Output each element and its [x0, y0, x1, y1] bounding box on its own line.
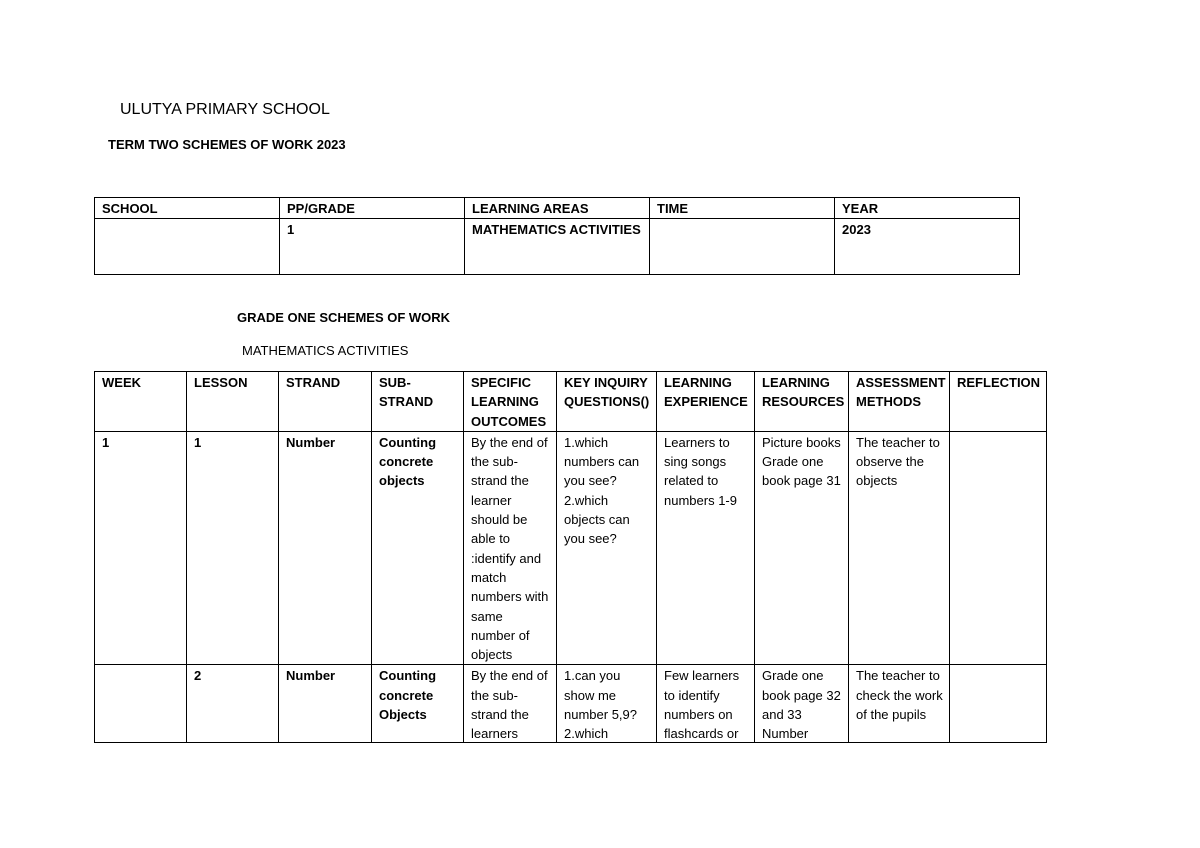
cell-week: 1: [95, 431, 187, 665]
cell-strand-text: Number: [286, 668, 336, 684]
cell-learning-outcomes: [464, 665, 557, 743]
info-value-school: [95, 219, 280, 275]
subject-title: MATHEMATICS ACTIVITIES: [242, 343, 409, 358]
info-header-time: TIME: [650, 198, 835, 219]
cell-learning-outcomes-text: By the end of the sub-strand the learners: [471, 668, 548, 742]
header-learning-experience: LEARNING EXPERIENCE: [657, 372, 755, 432]
info-value-year: 2023: [835, 219, 1020, 275]
header-sub-strand: SUB-STRAND: [372, 372, 464, 432]
cell-key-questions: [557, 665, 657, 743]
cell-week-text: [102, 666, 180, 742]
cell-lesson: 1: [187, 431, 279, 665]
school-info-table: [94, 197, 1020, 275]
info-value-row: [95, 219, 1020, 275]
cell-learning-experience: [657, 665, 755, 743]
info-header-year: YEAR: [835, 198, 1020, 219]
header-reflection: REFLECTION: [950, 372, 1047, 432]
cell-sub-strand: [372, 665, 464, 743]
table-header-row: [95, 372, 1047, 432]
cell-strand: [279, 665, 372, 743]
header-assessment-methods: ASSESSMENT METHODS: [849, 372, 950, 432]
header-strand: STRAND: [279, 372, 372, 432]
header-week: WEEK: [95, 372, 187, 432]
header-specific-learning-outcomes: SPECIFIC LEARNING OUTCOMES: [464, 372, 557, 432]
cell-learning-outcomes: By the end of the sub-strand the learner should be able to :identify and match numbers with same number of objects: [464, 431, 557, 665]
table-row: [95, 665, 1047, 743]
cell-sub-strand-text: Counting concrete Objects: [379, 668, 437, 723]
cell-reflection: [950, 665, 1047, 743]
cell-lesson-text: 2: [194, 668, 202, 684]
term-title: TERM TWO SCHEMES OF WORK 2023: [108, 137, 346, 152]
cell-reflection-text: [957, 666, 1040, 742]
info-value-grade: 1: [280, 219, 465, 275]
info-header-school: SCHOOL: [95, 198, 280, 219]
cell-learning-experience-text: Few learners to identify numbers on flashcards or: [664, 668, 740, 742]
info-value-learning-areas: MATHEMATICS ACTIVITIES: [465, 219, 650, 275]
cell-assessment-methods: The teacher to observe the objects: [849, 431, 950, 665]
table-row: [95, 431, 1047, 665]
cell-learning-resources: [755, 665, 849, 743]
header-lesson: LESSON: [187, 372, 279, 432]
header-key-inquiry-questions: KEY INQUIRY QUESTIONS(): [557, 372, 657, 432]
cell-assessment-methods: [849, 665, 950, 743]
cell-learning-experience: Learners to sing songs related to numbers 1-9: [657, 431, 755, 665]
cell-strand: Number: [279, 431, 372, 665]
cell-reflection: [950, 431, 1047, 665]
info-header-row: [95, 198, 1020, 219]
cell-sub-strand: Counting concrete objects: [372, 431, 464, 665]
cell-week: [95, 665, 187, 743]
header-learning-resources: LEARNING RESOURCES: [755, 372, 849, 432]
school-name: ULUTYA PRIMARY SCHOOL: [120, 101, 330, 118]
schemes-of-work-table: [94, 371, 1047, 743]
info-header-learning-areas: LEARNING AREAS: [465, 198, 650, 219]
cell-key-questions-text: 1.can you show me number 5,9? 2.which: [564, 668, 637, 742]
cell-learning-resources-text: Grade one book page 32 and 33 Number: [762, 668, 841, 742]
info-value-time: [650, 219, 835, 275]
cell-lesson: [187, 665, 279, 743]
grade-title: GRADE ONE SCHEMES OF WORK: [237, 310, 451, 325]
cell-key-questions: 1.which numbers can you see? 2.which objects can you see?: [557, 431, 657, 665]
info-header-grade: PP/GRADE: [280, 198, 465, 219]
cell-assessment-methods-text: The teacher to check the work of the pupils: [856, 668, 943, 723]
cell-learning-resources: Picture books Grade one book page 31: [755, 431, 849, 665]
